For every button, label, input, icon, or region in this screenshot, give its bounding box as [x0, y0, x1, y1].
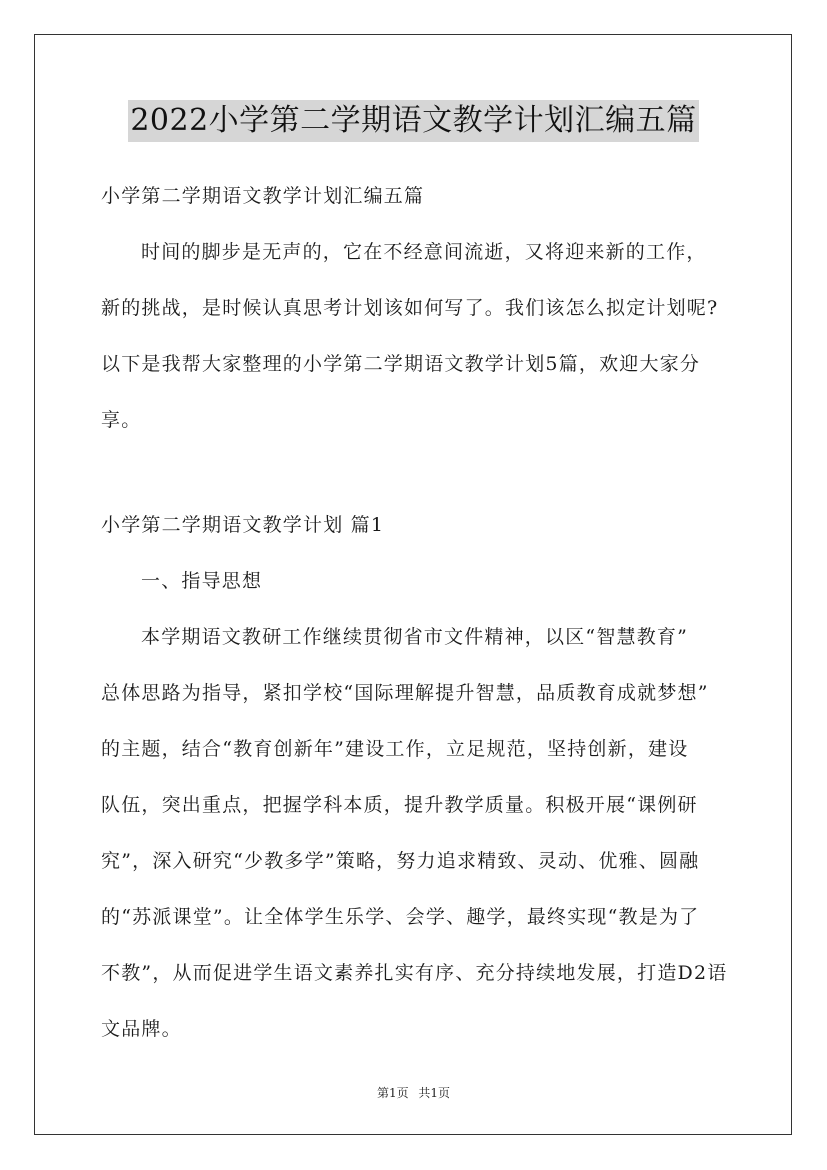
body-line-5: 究”，深入研究“少教多学”策略，努力追求精致、灵动、优雅、圆融 — [101, 850, 700, 872]
intro-line-4: 享。 — [101, 409, 142, 431]
page-footer — [0, 1084, 827, 1101]
intro-line-3: 以下是我帮大家整理的小学第二学期语文教学计划5篇，欢迎大家分 — [101, 353, 701, 375]
page-total: 共1页 — [418, 1086, 451, 1100]
body-line-1: 本学期语文教研工作继续贯彻省市文件精神，以区“智慧教育” — [141, 626, 689, 648]
document-subtitle: 小学第二学期语文教学计划汇编五篇 — [101, 185, 425, 207]
intro-line-2: 新的挑战，是时候认真思考计划该如何写了。我们该怎么拟定计划呢? — [101, 297, 719, 319]
page-number: 第1页 — [376, 1086, 409, 1100]
body-line-7: 不教”，从而促进学生语文素养扎实有序、充分持续地发展，打造D2语 — [101, 962, 728, 984]
body-line-6: 的“苏派课堂”。让全体学生乐学、会学、趣学，最终实现“教是为了 — [101, 906, 700, 928]
document-body — [101, 178, 731, 1047]
body-line-2: 总体思路为指导，紧扣学校“国际理解提升智慧，品质教育成就梦想” — [101, 682, 709, 704]
subheading: 一、指导思想 — [141, 570, 263, 592]
title-container — [0, 100, 827, 142]
intro-line-1: 时间的脚步是无声的，它在不经意间流逝，又将迎来新的工作， — [141, 241, 707, 263]
body-line-3: 的主题，结合“教育创新年”建设工作，立足规范，坚持创新，建设 — [101, 738, 689, 760]
body-line-8: 文品牌。 — [101, 1018, 182, 1040]
body-line-4: 队伍，突出重点，把握学科本质，提升教学质量。积极开展“课例研 — [101, 794, 698, 816]
section-heading: 小学第二学期语文教学计划 篇1 — [101, 514, 385, 536]
document-title: 2022小学第二学期语文教学计划汇编五篇 — [128, 100, 698, 142]
